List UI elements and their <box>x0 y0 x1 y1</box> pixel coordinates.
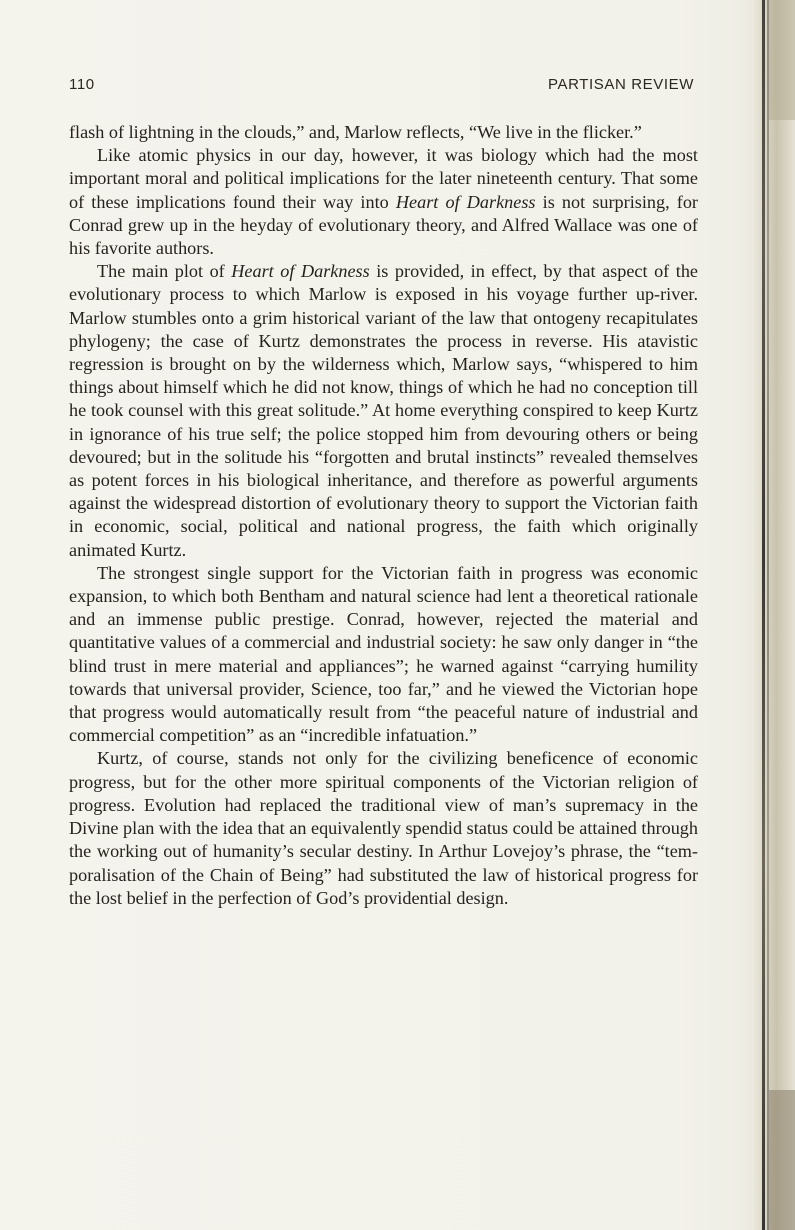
binding-shadow-top <box>769 0 795 120</box>
book-binding-gutter <box>753 0 795 1230</box>
paragraph-5 <box>69 747 698 909</box>
text-run: Kurtz, of course, stands not only for the civilizing beneficence of economic progress, but for the other more spiritual components of the Victorian religion of progress. Evolution had replaced the traditional view of man’s supremacy in the Divine plan with the idea that an equivalently spendid status could be attained through the working out of humanity’s secular destiny. In Arthur Lovejoy’s phrase, the “tem-poralisation of the Chain of Being” had substituted the law of historical progress for the lost belief in the perfection of God’s providential design. <box>69 748 698 908</box>
italic-title-run: Heart of Darkness <box>395 191 536 212</box>
binding-shadow-bottom <box>769 1090 795 1230</box>
text-run: flash of lightning in the clouds,” and, Marlow reflects, “We live in the flicker.” <box>69 122 642 142</box>
text-run: Like atomic physics in our day, however, it was biology which had the most important moral and political implications for the later nineteenth century. That some of these implications found their way into <box>69 145 698 212</box>
text-run: is not surprising, for Conrad grew up in the heyday of evolutionary theory, and Alfred Wallace was one of his favorite authors. <box>69 191 698 259</box>
body-text <box>69 121 698 910</box>
text-run: The main plot of <box>97 261 232 282</box>
page-number: 110 <box>69 76 95 93</box>
running-head: PARTISAN REVIEW <box>548 76 694 93</box>
italic-title-run: Heart of Darkness <box>231 261 370 282</box>
text-run: is provided, in effect, by that aspect of the evolutionary process to which Marlow is exposed in his voyage further up-river. Marlow stumbles onto a grim historical variant of the law that ontogeny recapitulates phylogeny; the case of Kurtz demonstrates the process in reverse. His atavistic regression is brought on by the wilderness which, Marlow says, “whispered to him things about himself which he did not know, things of which he had no conception till he took counsel with this great solitude.” At home everything conspired to keep Kurtz in ignorance of his true self; the police stopped him from devouring others or being devoured; but in the solitude his “forgotten and brutal instincts” revealed themselves as potent forces in his biological inheritance, and therefore as powerful arguments against the widespread distortion of evolutionary theory to support the Victorian faith in economic, social, political and national progress, the faith which originally animated Kurtz. <box>69 261 698 560</box>
binding-edge-line <box>762 0 765 1230</box>
paragraph-1 <box>69 121 698 144</box>
text-run: The strongest single support for the Victorian faith in progress was economic expansion, to which both Bentham and natural science had lent a theoretical rationale and an immense public prestige. Conrad, however, rejected the material and quantitative values of a commercial and industrial society: he saw only danger in “the blind trust in mere material and appliances”; he warned against “carrying humility towards that universal provider, Science, too far,” and he viewed the Victorian hope that progress would automatically result from “the peaceful nature of industrial and commercial competition” as an “incredible infatuation.” <box>69 562 698 746</box>
paragraph-2 <box>69 144 698 260</box>
page-header <box>69 76 694 100</box>
paragraph-3 <box>69 260 698 562</box>
binding-edge-line-faint <box>767 0 769 1230</box>
paragraph-4 <box>69 562 698 748</box>
